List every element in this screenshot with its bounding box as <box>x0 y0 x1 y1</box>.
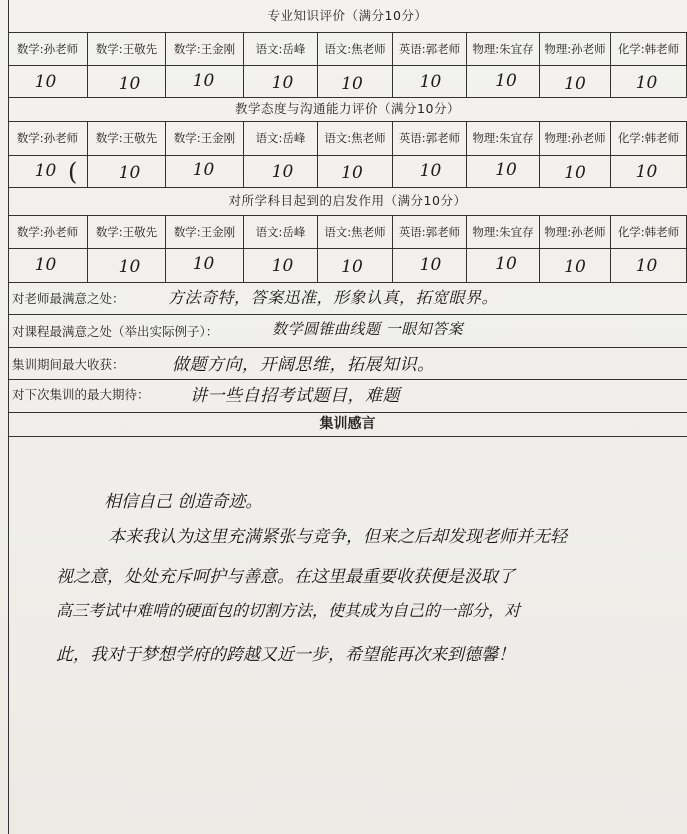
handwritten-score: 10 <box>118 73 141 94</box>
score-cell <box>611 155 687 187</box>
score-cell <box>467 65 540 98</box>
handwritten-score: 10 <box>419 161 442 181</box>
q2-label: 对课程最满意之处（举出实际例子）： <box>12 324 219 339</box>
teacher-header: 物理:朱宜存 <box>467 32 540 65</box>
score-cell <box>467 155 540 187</box>
score-cell <box>611 65 687 98</box>
teacher-header: 语文:岳峰 <box>244 121 318 155</box>
handwritten-score: 10 <box>495 70 517 91</box>
score-cell <box>318 155 393 187</box>
score-cell <box>244 65 318 98</box>
teacher-header: 化学:韩老师 <box>611 215 687 248</box>
handwritten-score: 10 <box>495 254 517 274</box>
essay-line-4: 高三考试中难啃的硬面包的切割方法，使其成为自己的一部分，对 <box>56 601 521 620</box>
handwritten-score: 10 <box>419 255 442 275</box>
teacher-header: 数学:王金刚 <box>166 121 244 155</box>
handwritten-score: 10 <box>564 73 586 94</box>
score-cell <box>166 155 244 187</box>
essay-line-1: 相信自己 创造奇迹。 <box>104 492 263 512</box>
q2-answer: 数学圆锥曲线题 一眼知答案 <box>272 320 464 338</box>
q4-answer: 讲一些自招考试题目，难题 <box>190 386 400 406</box>
teacher-header: 数学:王金刚 <box>166 215 244 248</box>
teacher-header: 语文:岳峰 <box>244 215 318 248</box>
teacher-header: 物理:孙老师 <box>540 121 611 155</box>
handwritten-score: 10 <box>564 163 586 183</box>
essay-line-3: 视之意，处处充斥呵护与善意。在这里最重要收获便是汲取了 <box>56 567 515 587</box>
q1-answer: 方法奇特，答案迅准，形象认真，拓宽眼界。 <box>168 288 499 307</box>
pen-mark: ( <box>68 158 78 186</box>
handwritten-score: 10 <box>271 256 294 276</box>
handwritten-score: 10 <box>118 163 141 183</box>
rule-line <box>8 379 687 380</box>
score-cell <box>318 248 393 282</box>
teacher-header: 物理:朱宜存 <box>467 215 540 248</box>
section-title-3: 对所学科目起到的启发作用（满分10分） <box>228 193 467 208</box>
handwritten-score: 10 <box>192 160 215 180</box>
handwritten-score: 10 <box>341 163 363 183</box>
score-cell <box>88 248 166 282</box>
score-cell <box>393 155 467 187</box>
q3-label: 集训期间最大收获： <box>12 357 125 372</box>
score-cell <box>393 248 467 282</box>
teacher-header: 数学:孙老师 <box>8 32 88 65</box>
score-cell <box>467 248 540 282</box>
score-cell <box>393 65 467 98</box>
handwritten-score: 10 <box>34 161 57 181</box>
teacher-header: 语文:岳峰 <box>244 32 318 65</box>
teacher-header: 化学:韩老师 <box>611 121 687 155</box>
handwritten-score: 10 <box>635 162 658 182</box>
teacher-header: 英语:郭老师 <box>393 121 467 155</box>
handwritten-score: 10 <box>419 71 442 92</box>
teacher-header: 语文:焦老师 <box>318 32 393 65</box>
score-cell <box>244 155 318 187</box>
handwritten-score: 10 <box>271 72 294 93</box>
section-title-2: 教学态度与沟通能力评价（满分10分） <box>235 101 460 116</box>
rule-line <box>8 314 687 315</box>
q3-answer: 做题方向，开阔思维，拓展知识。 <box>172 355 435 375</box>
q1-label: 对老师最满意之处： <box>12 291 125 306</box>
score-cell <box>540 248 611 282</box>
section-title-1: 专业知识评价（满分10分） <box>267 8 428 23</box>
teacher-header: 数学:孙老师 <box>8 215 88 248</box>
handwritten-score: 10 <box>341 73 363 94</box>
rule-line <box>8 282 687 283</box>
handwritten-score: 10 <box>635 72 658 93</box>
teacher-header: 语文:焦老师 <box>318 121 393 155</box>
score-cell <box>166 248 244 282</box>
handwritten-score: 10 <box>271 162 294 182</box>
teacher-header: 数学:孙老师 <box>8 121 88 155</box>
score-cell <box>8 248 88 282</box>
handwritten-score: 10 <box>635 256 658 276</box>
score-cell <box>244 248 318 282</box>
essay-line-5: 此，我对于梦想学府的跨越又近一步，希望能再次来到德馨！ <box>56 645 515 665</box>
q4-label: 对下次集训的最大期待： <box>12 387 150 402</box>
handwritten-score: 10 <box>192 70 215 91</box>
teacher-header: 数学:王敬先 <box>88 215 166 248</box>
score-cell <box>166 65 244 98</box>
teacher-header: 英语:郭老师 <box>393 215 467 248</box>
score-cell <box>540 65 611 98</box>
score-cell <box>88 65 166 98</box>
essay-title: 集训感言 <box>319 416 376 432</box>
score-cell <box>318 65 393 98</box>
teacher-header: 数学:王敬先 <box>88 121 166 155</box>
score-cell <box>540 155 611 187</box>
score-cell <box>88 155 166 187</box>
rule-line <box>8 436 687 437</box>
teacher-header: 数学:王金刚 <box>166 32 244 65</box>
score-cell <box>8 65 88 98</box>
score-cell <box>611 248 687 282</box>
teacher-header: 英语:郭老师 <box>393 32 467 65</box>
handwritten-score: 10 <box>118 257 141 277</box>
teacher-header: 语文:焦老师 <box>318 215 393 248</box>
handwritten-score: 10 <box>495 160 517 180</box>
handwritten-score: 10 <box>341 257 363 277</box>
teacher-header: 数学:王敬先 <box>88 32 166 65</box>
handwritten-score: 10 <box>34 255 57 275</box>
handwritten-score: 10 <box>564 257 586 277</box>
essay-line-2: 本来我认为这里充满紧张与竞争，但来之后却发现老师并无轻 <box>108 527 567 547</box>
teacher-header: 物理:朱宜存 <box>467 121 540 155</box>
teacher-header: 化学:韩老师 <box>611 32 687 65</box>
handwritten-score: 10 <box>34 71 57 92</box>
handwritten-score: 10 <box>192 254 215 274</box>
teacher-header: 物理:孙老师 <box>540 32 611 65</box>
rule-line <box>8 347 687 348</box>
teacher-header: 物理:孙老师 <box>540 215 611 248</box>
